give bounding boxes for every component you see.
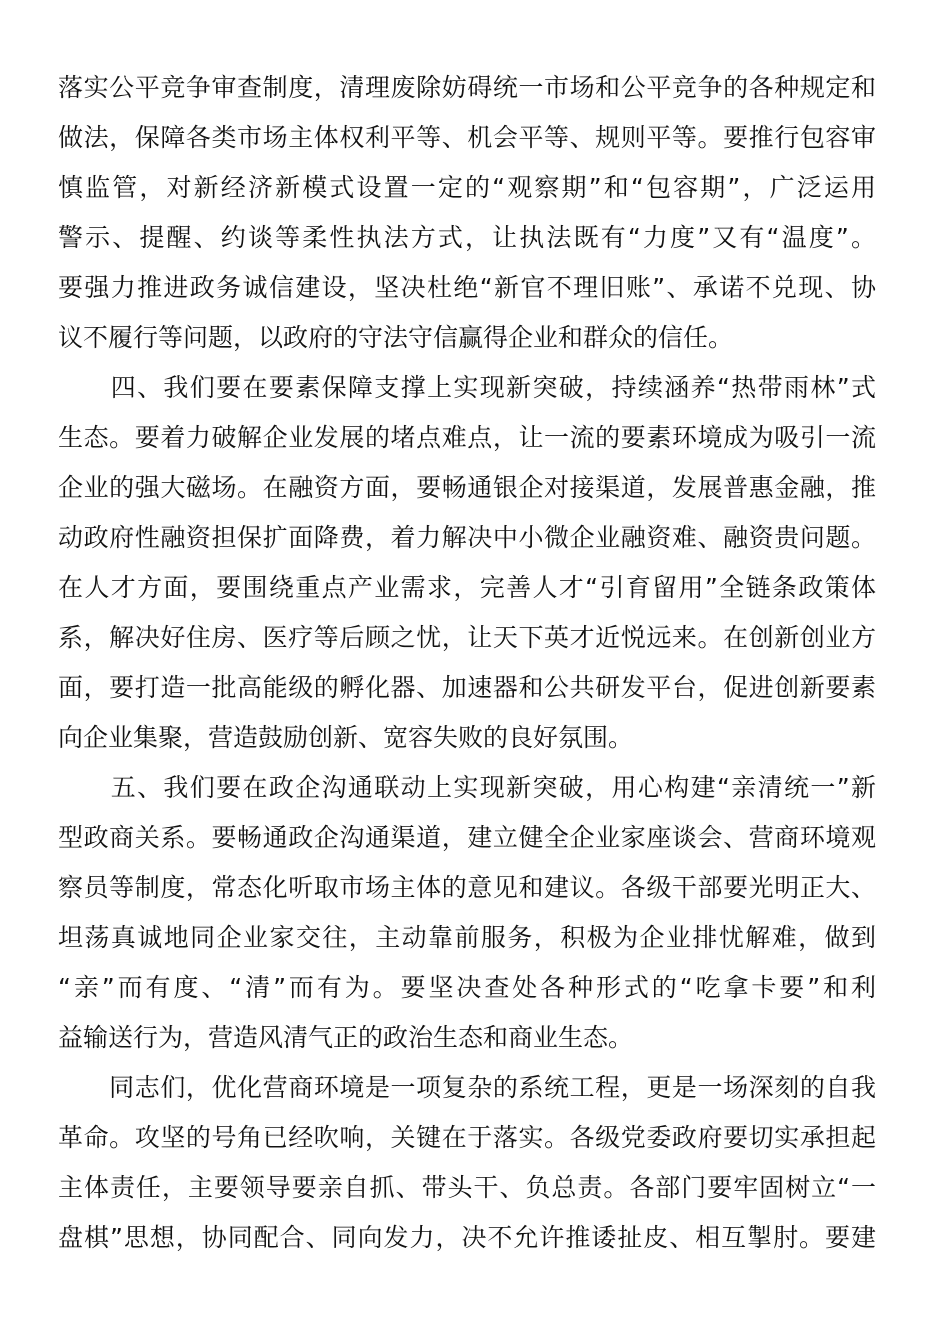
text-line: 要强力推进政务诚信建设，坚决杜绝“新官不理旧账”、承诺不兑现、协 (58, 273, 876, 302)
text-line: 主体责任，主要领导要亲自抓、带头干、负总责。各部门要牢固树立“一 (58, 1173, 876, 1202)
text-line: 革命。攻坚的号角已经吹响，关键在于落实。各级党委政府要切实承担起 (58, 1123, 876, 1152)
text-line: 做法，保障各类市场主体权利平等、机会平等、规则平等。要推行包容审 (58, 123, 876, 152)
text-line: 在人才方面，要围绕重点产业需求，完善人才“引育留用”全链条政策体 (58, 573, 876, 602)
text-line: 益输送行为，营造风清气正的政治生态和商业生态。 (58, 1023, 634, 1052)
text-line: 警示、提醒、约谈等柔性执法方式，让执法既有“力度”又有“温度”。 (58, 223, 876, 252)
text-line: “亲”而有度、“清”而有为。要坚决查处各种形式的“吃拿卡要”和利 (58, 973, 876, 1002)
paragraph-closing: 同志们，优化营商环境是一项复杂的系统工程，更是一场深刻的自我 (58, 1073, 876, 1102)
paragraph-heading-four: 四、我们要在要素保障支撑上实现新突破，持续涵养“热带雨林”式 (58, 373, 876, 402)
text-line: 生态。要着力破解企业发展的堵点难点，让一流的要素环境成为吸引一流 (58, 423, 876, 452)
text-line: 企业的强大磁场。在融资方面，要畅通银企对接渠道，发展普惠金融，推 (58, 473, 876, 502)
text-line: 落实公平竞争审查制度，清理废除妨碍统一市场和公平竞争的各种规定和 (58, 73, 876, 102)
text-line: 型政商关系。要畅通政企沟通渠道，建立健全企业家座谈会、营商环境观 (58, 823, 876, 852)
text-line: 慎监管，对新经济新模式设置一定的“观察期”和“包容期”，广泛运用 (58, 173, 876, 202)
text-line: 坦荡真诚地同企业家交往，主动靠前服务，积极为企业排忧解难，做到 (58, 923, 876, 952)
text-line: 面，要打造一批高能级的孵化器、加速器和公共研发平台，促进创新要素 (58, 673, 876, 702)
text-line: 盘棋”思想，协同配合、同向发力，决不允许推诿扯皮、相互掣肘。要建 (58, 1223, 876, 1252)
paragraph-heading-five: 五、我们要在政企沟通联动上实现新突破，用心构建“亲清统一”新 (58, 773, 876, 802)
text-line: 向企业集聚，营造鼓励创新、宽容失败的良好氛围。 (58, 723, 634, 752)
text-line: 察员等制度，常态化听取市场主体的意见和建议。各级干部要光明正大、 (58, 873, 876, 902)
text-line: 议不履行等问题，以政府的守法守信赢得企业和群众的信任。 (58, 323, 734, 352)
text-line: 动政府性融资担保扩面降费，着力解决中小微企业融资难、融资贵问题。 (58, 523, 876, 552)
text-line: 系，解决好住房、医疗等后顾之忧，让天下英才近悦远来。在创新创业方 (58, 623, 876, 652)
